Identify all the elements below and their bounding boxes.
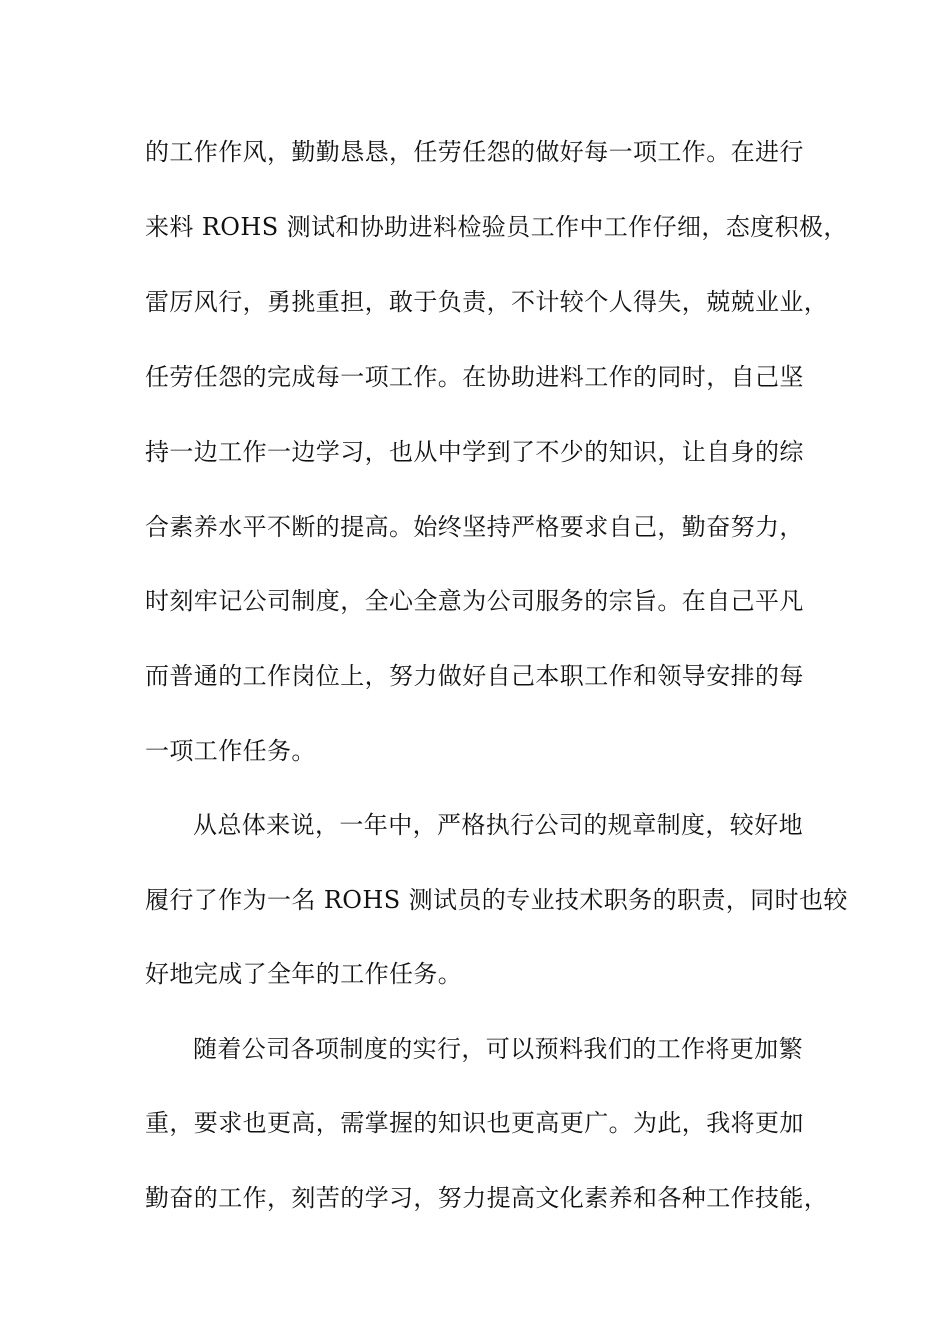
text-line-4: 任劳任怨的完成每一项工作。在协助进料工作的同时，自己坚: [145, 363, 804, 391]
paragraph-3-line-3: 勤奋的工作，刻苦的学习，努力提高文化素养和各种工作技能，: [145, 1184, 829, 1212]
paragraph-2-line-3: 好地完成了全年的工作任务。: [145, 960, 463, 988]
text-line-7: 时刻牢记公司制度，全心全意为公司服务的宗旨。在自己平凡: [145, 587, 804, 615]
text-line-6: 合素养水平不断的提高。始终坚持严格要求自己，勤奋努力，: [145, 513, 804, 541]
text-line-8: 而普通的工作岗位上，努力做好自己本职工作和领导安排的每: [145, 662, 804, 690]
text-line-9: 一项工作任务。: [145, 737, 316, 765]
text-line-1: 的工作作风，勤勤恳恳，任劳任怨的做好每一项工作。在进行: [145, 138, 804, 166]
paragraph-3-line-2: 重，要求也更高，需掌握的知识也更高更广。为此，我将更加: [145, 1109, 804, 1137]
paragraph-3-line-1: 随着公司各项制度的实行，可以预料我们的工作将更加繁: [193, 1035, 803, 1063]
paragraph-2-line-2: 履行了作为一名 ROHS 测试员的专业技术职务的职责，同时也较: [145, 886, 848, 914]
text-line-5: 持一边工作一边学习，也从中学到了不少的知识，让自身的综: [145, 438, 804, 466]
text-line-2: 来料 ROHS 测试和协助进料检验员工作中工作仔细，态度积极，: [145, 213, 848, 241]
text-line-3: 雷厉风行，勇挑重担，敢于负责，不计较个人得失，兢兢业业，: [145, 288, 829, 316]
paragraph-2-line-1: 从总体来说，一年中，严格执行公司的规章制度，较好地: [193, 811, 803, 839]
